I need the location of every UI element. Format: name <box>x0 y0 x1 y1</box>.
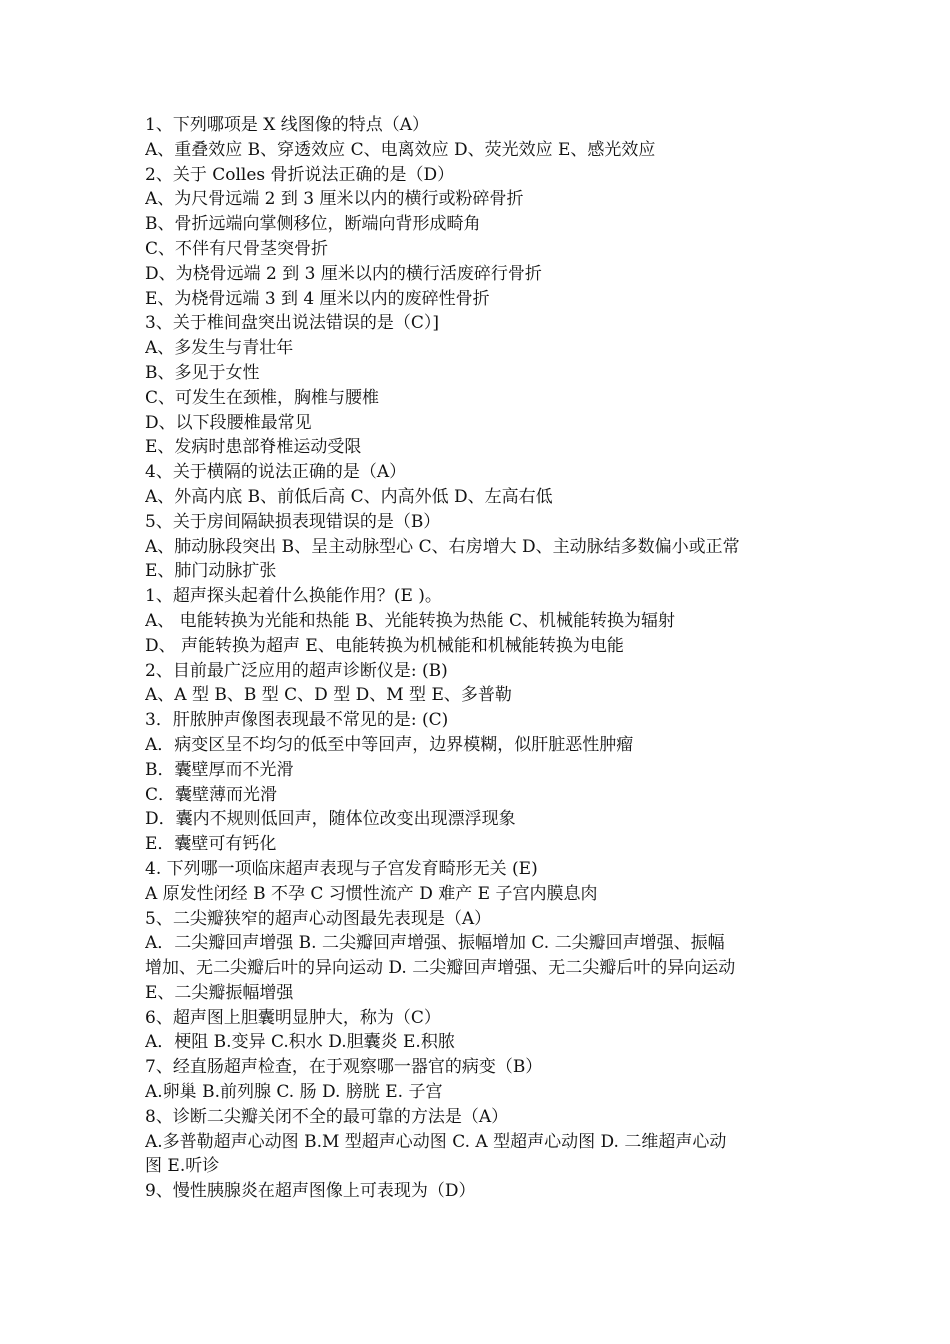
text-line: C、可发生在颈椎，胸椎与腰椎 <box>145 387 380 408</box>
text-line: A、外高内底 B、前低后高 C、内高外低 D、左高右低 <box>145 486 553 507</box>
text-line: E、二尖瓣振幅增强 <box>145 982 294 1003</box>
text-line: 7、经直肠超声检查，在于观察哪一器官的病变（B） <box>145 1057 543 1078</box>
text-line: 9、慢性胰腺炎在超声图像上可表现为（D） <box>145 1181 476 1202</box>
text-line: B．囊壁厚而不光滑 <box>145 759 294 780</box>
text-line: C．囊壁薄而光滑 <box>145 784 278 805</box>
text-line: A．梗阻 B.变异 C.积水 D.胆囊炎 E.积脓 <box>145 1032 455 1053</box>
text-line: C、不伴有尺骨茎突骨折 <box>145 238 329 259</box>
text-line: B、骨折远端向掌侧移位，断端向背形成畸角 <box>145 214 481 235</box>
text-line: A、为尺骨远端 2 到 3 厘米以内的横行或粉碎骨折 <box>145 189 524 210</box>
text-line: D．囊内不规则低回声，随体位改变出现漂浮现象 <box>145 809 516 830</box>
text-line: D、 声能转换为超声 E、电能转换为机械能和机械能转换为电能 <box>145 635 624 656</box>
text-line: 3．肝脓肿声像图表现最不常见的是: (C) <box>145 710 449 731</box>
text-line: 1、下列哪项是 X 线图像的特点（A） <box>145 115 430 135</box>
text-line: A、肺动脉段突出 B、呈主动脉型心 C、右房增大 D、主动脉结多数偏小或正常 <box>145 536 740 557</box>
text-line: A．病变区呈不均匀的低至中等回声，边界模糊，似肝脏恶性肿瘤 <box>145 734 634 755</box>
text-line: A、A 型 B、B 型 C、D 型 D、M 型 E、多普勒 <box>145 685 512 706</box>
text-line: 5、关于房间隔缺损表现错误的是（B） <box>145 511 441 532</box>
text-line: 5、二尖瓣狭窄的超声心动图最先表现是（A） <box>145 908 492 929</box>
text-line: 图 E.听诊 <box>145 1156 220 1177</box>
text-line: 6、超声图上胆囊明显肿大，称为（C） <box>145 1007 441 1028</box>
text-line: 4、关于横隔的说法正确的是（A） <box>145 462 407 483</box>
text-line: 1、超声探头起着什么换能作用？(E )。 <box>145 586 442 607</box>
text-line: A 原发性闭经 B 不孕 C 习惯性流产 D 难产 E 子宫内膜息肉 <box>145 883 598 904</box>
text-line: 8、诊断二尖瓣关闭不全的最可靠的方法是（A） <box>145 1106 509 1127</box>
text-line: A．二尖瓣回声增强 B. 二尖瓣回声增强、振幅增加 C. 二尖瓣回声增强、振幅 <box>145 933 725 954</box>
document-body <box>145 113 810 1204</box>
text-line: B、多见于女性 <box>145 362 260 383</box>
text-line: D、为桡骨远端 2 到 3 厘米以内的横行活废碎行骨折 <box>145 263 542 284</box>
text-line: A、多发生与青壮年 <box>145 338 294 359</box>
text-line: 3、关于椎间盘突出说法错误的是（C）] <box>145 313 439 334</box>
text-line: A、 电能转换为光能和热能 B、光能转换为热能 C、机械能转换为辐射 <box>145 610 675 631</box>
text-line: 增加、无二尖瓣后叶的异向运动 D. 二尖瓣回声增强、无二尖瓣后叶的异向运动 <box>145 958 736 979</box>
text-line: D、以下段腰椎最常见 <box>145 412 312 433</box>
text-line: 2、关于 Colles 骨折说法正确的是（D） <box>145 164 455 185</box>
text-line: E、为桡骨远端 3 到 4 厘米以内的废碎性骨折 <box>145 288 490 309</box>
text-line: 4. 下列哪一项临床超声表现与子宫发育畸形无关 (E) <box>145 858 538 879</box>
text-line: A.卵巢 B.前列腺 C. 肠 D. 膀胱 E. 子宫 <box>145 1082 443 1103</box>
text-line: A.多普勒超声心动图 B.M 型超声心动图 C. A 型超声心动图 D. 二维超声心动 <box>145 1131 727 1152</box>
text-line: E、发病时患部脊椎运动受限 <box>145 437 362 458</box>
text-line: 2、目前最广泛应用的超声诊断仪是: (B) <box>145 660 448 681</box>
text-line: E、肺门动脉扩张 <box>145 561 277 582</box>
text-line: A、重叠效应 B、穿透效应 C、电离效应 D、荧光效应 E、感光效应 <box>145 139 656 160</box>
text-line: E．囊壁可有钙化 <box>145 834 277 855</box>
